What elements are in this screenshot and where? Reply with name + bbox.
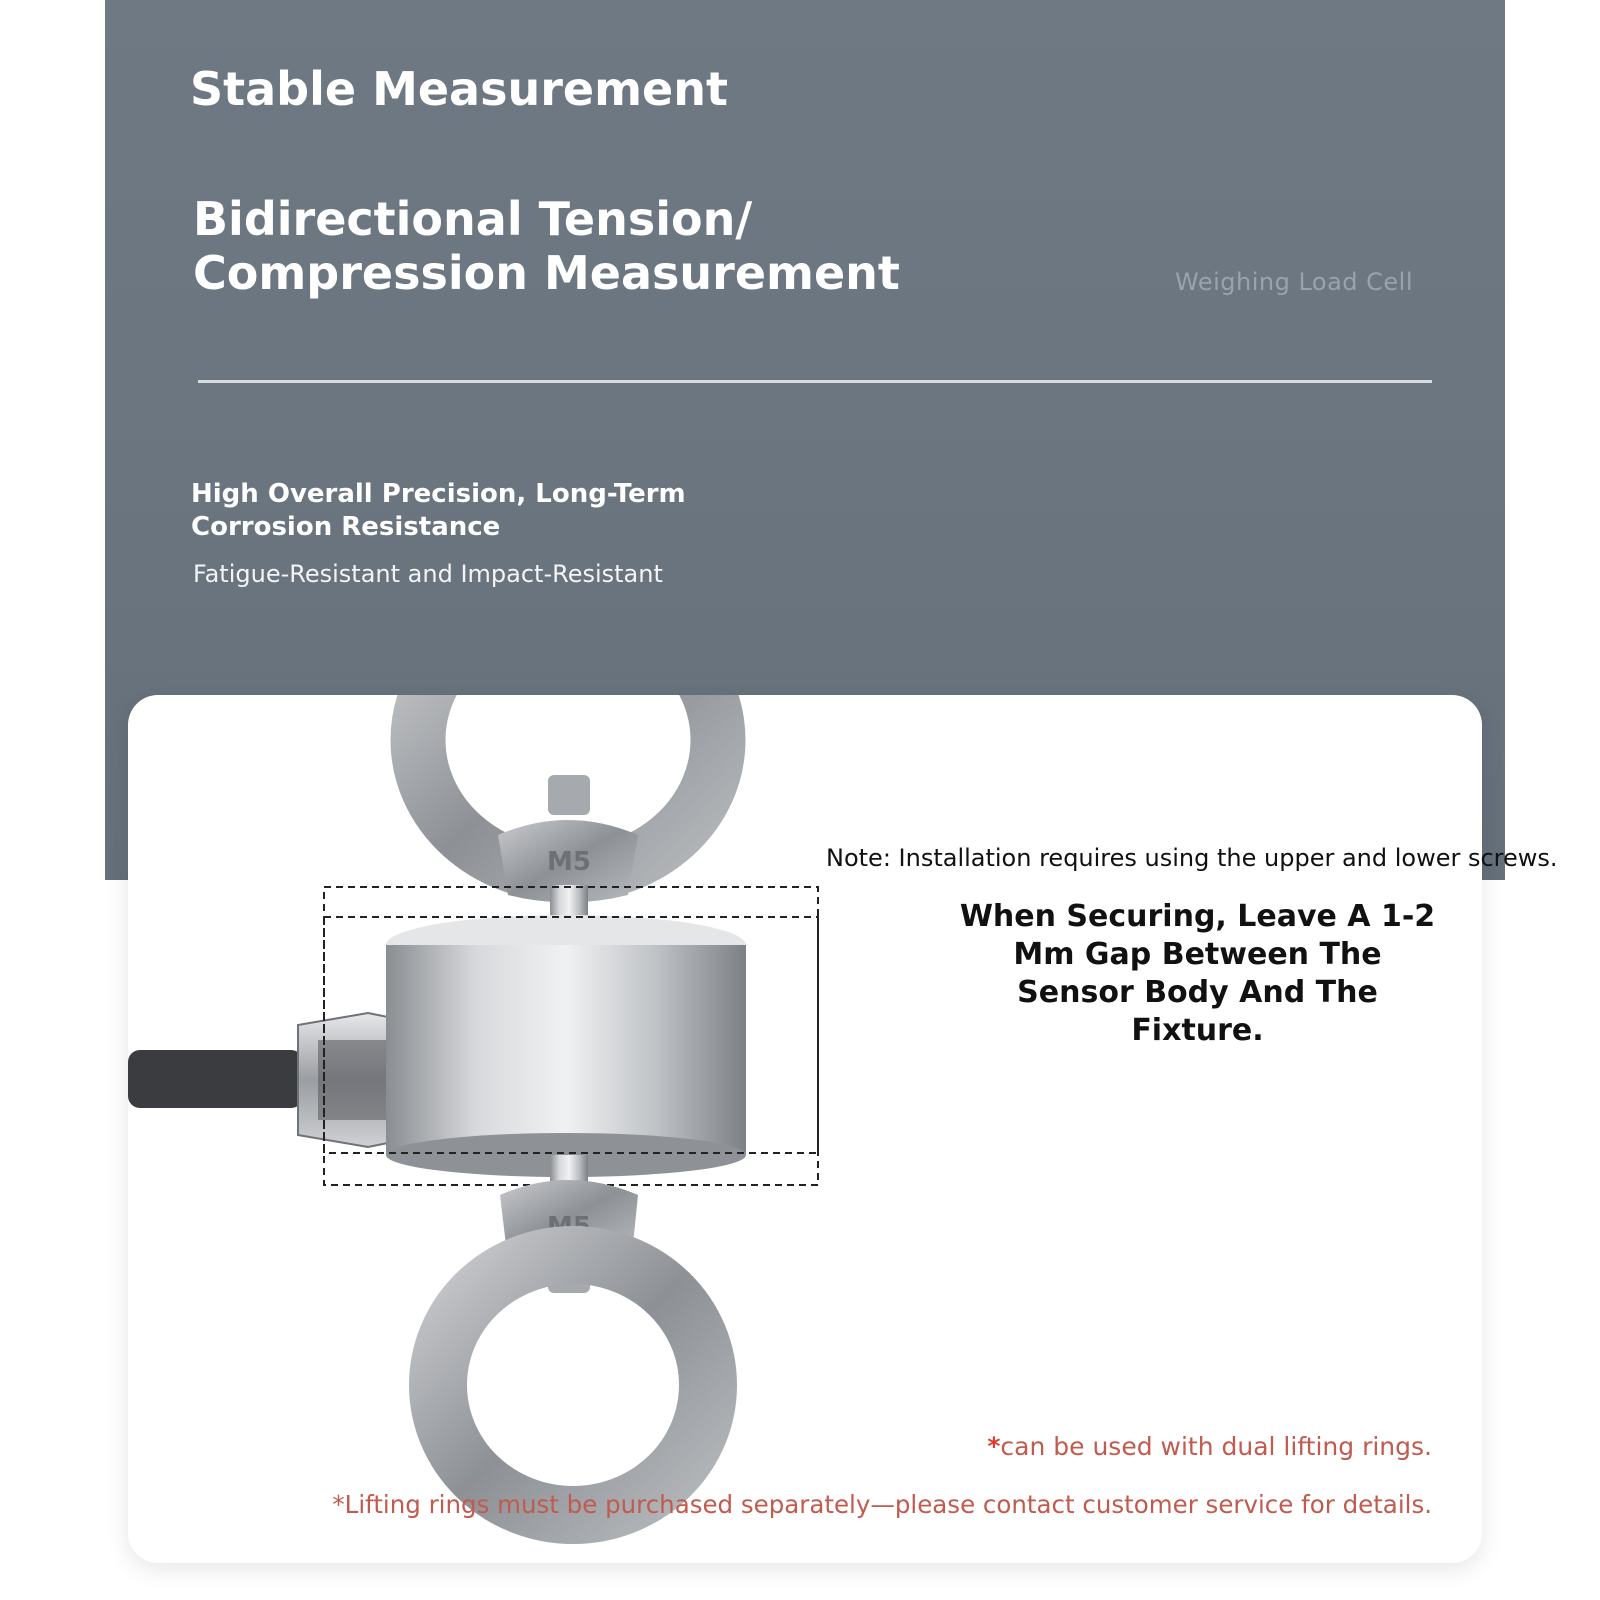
top-lifting-ring (418, 695, 718, 935)
asterisk-mark: * (987, 1432, 1001, 1461)
ring-marking-top: M5 (547, 847, 591, 877)
load-cell-body (386, 915, 746, 1177)
product-tag: Weighing Load Cell (1175, 268, 1414, 296)
feature-precision: High Overall Precision, Long-Term Corrosion Resistance (191, 479, 686, 542)
ring-marking-bottom: M5 (547, 1212, 591, 1242)
bottom-lifting-ring (438, 1155, 708, 1515)
dual-rings-note (987, 1432, 1432, 1461)
separate-purchase-note: *Lifting rings must be purchased separately—please contact customer service for details. (332, 1490, 1432, 1519)
dual-rings-text: can be used with dual lifting rings. (1000, 1432, 1432, 1461)
feature-fatigue: Fatigue-Resistant and Impact-Resistant (193, 560, 663, 588)
gap-note: When Securing, Leave A 1-2 Mm Gap Between The Sensor Body And The Fixture. (959, 899, 1436, 1048)
page-subtitle: Bidirectional Tension/ Compression Measurement (193, 192, 900, 300)
page-title: Stable Measurement (190, 62, 728, 116)
load-cell-image (128, 695, 868, 1563)
divider (198, 380, 1432, 383)
cable (128, 1050, 303, 1108)
installation-note: Note: Installation requires using the upper and lower screws. (826, 844, 1558, 872)
